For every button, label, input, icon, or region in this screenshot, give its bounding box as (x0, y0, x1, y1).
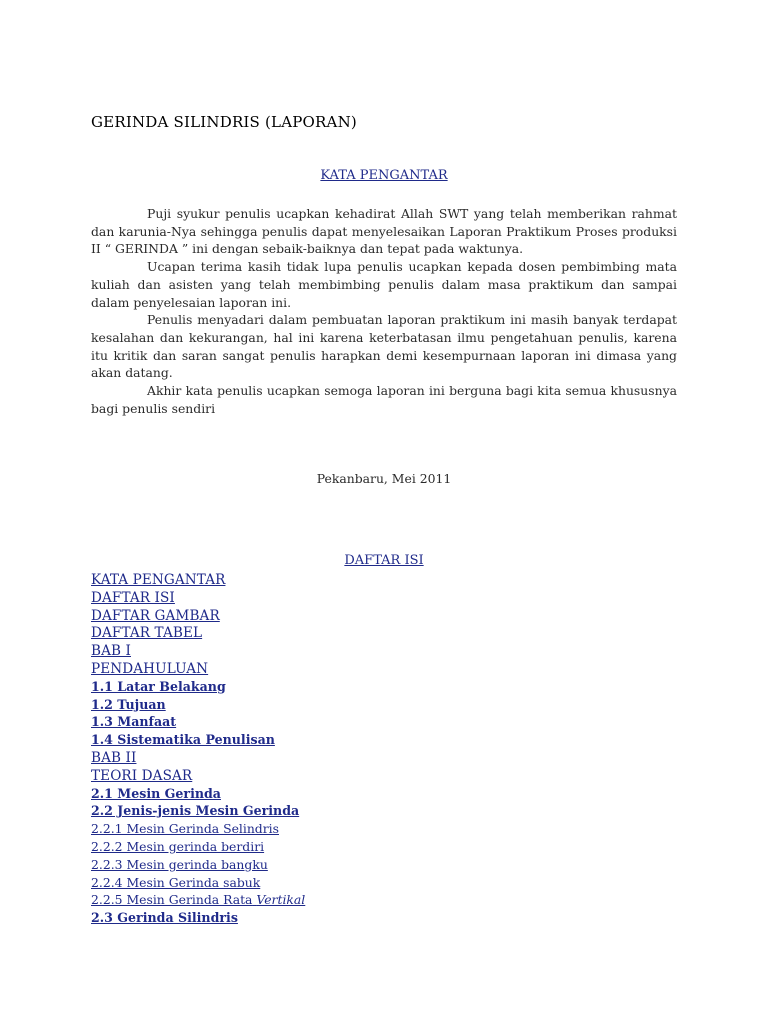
toc-link-daftar-gambar[interactable]: DAFTAR GAMBAR (91, 607, 220, 624)
toc-link-pendahuluan[interactable]: PENDAHULUAN (91, 660, 209, 677)
toc-item (91, 570, 305, 588)
toc-item (91, 677, 305, 695)
toc-link-2-2-2[interactable]: 2.2.2 Mesin gerinda berdiri (91, 838, 265, 854)
toc-item (91, 748, 305, 766)
foreword-paragraph: Puji syukur penulis ucapkan kehadirat Allah SWT yang telah memberikan rahmat dan karunia-Nya sehingga penulis dapat menyelesaikan Laporan Praktikum Proses produksi II “ GERINDA ” ini dengan sebaik-baiknya dan tepat pada waktunya. (91, 206, 677, 257)
toc-item (91, 623, 305, 641)
toc-item (91, 766, 305, 784)
toc-item (91, 873, 305, 891)
toc-link-2-2-4[interactable]: 2.2.4 Mesin Gerinda sabuk (91, 874, 261, 890)
toc-link-2-3[interactable]: 2.3 Gerinda Silindris (91, 910, 238, 926)
foreword-paragraph: Penulis menyadari dalam pembuatan laporan praktikum ini masih banyak terdapat kesalahan dan kekurangan, hal ini karena keterbatasan ilmu pengetahuan penulis, karena itu kritik dan saran sangat penulis harapkan demi kesempurnaan laporan ini dimasa yang akan datang. (91, 312, 677, 381)
toc-item (91, 855, 305, 873)
table-of-contents (91, 570, 305, 926)
toc-item (91, 695, 305, 713)
toc-link-2-2-5-italic: Vertikal (256, 892, 306, 908)
toc-item (91, 819, 305, 837)
foreword-heading[interactable]: KATA PENGANTAR (320, 168, 448, 183)
toc-link-2-1[interactable]: 2.1 Mesin Gerinda (91, 785, 221, 801)
toc-link-daftar-tabel[interactable]: DAFTAR TABEL (91, 625, 203, 642)
foreword-body (91, 205, 677, 417)
toc-link-teori-dasar[interactable]: TEORI DASAR (91, 767, 193, 784)
toc-link-1-4[interactable]: 1.4 Sistematika Penulisan (91, 732, 275, 748)
toc-link-daftar-isi[interactable]: DAFTAR ISI (91, 589, 175, 606)
toc-link-bab-2[interactable]: BAB II (91, 749, 137, 766)
toc-item (91, 837, 305, 855)
foreword-paragraph: Ucapan terima kasih tidak lupa penulis ucapkan kepada dosen pembimbing mata kuliah dan asisten yang telah membimbing penulis dalam masa praktikum dan sampai dalam penyelesaian laporan ini. (91, 259, 677, 310)
toc-item (91, 908, 305, 926)
toc-item (91, 659, 305, 677)
document-title: GERINDA SILINDRIS (LAPORAN) (91, 113, 357, 131)
toc-link-2-2-5[interactable] (91, 892, 305, 907)
toc-item (91, 712, 305, 730)
toc-link-bab-1[interactable]: BAB I (91, 643, 131, 660)
toc-link-2-2-3[interactable]: 2.2.3 Mesin gerinda bangku (91, 856, 268, 872)
toc-link-1-2[interactable]: 1.2 Tujuan (91, 696, 166, 712)
toc-link-1-1[interactable]: 1.1 Latar Belakang (91, 678, 226, 694)
toc-heading[interactable]: DAFTAR ISI (344, 553, 424, 568)
toc-item (91, 784, 305, 802)
toc-item (91, 730, 305, 748)
toc-link-2-2-1[interactable]: 2.2.1 Mesin Gerinda Selindris (91, 821, 279, 837)
toc-link-2-2[interactable]: 2.2 Jenis-jenis Mesin Gerinda (91, 803, 300, 819)
toc-link-2-2-5-text: 2.2.5 Mesin Gerinda Rata (91, 892, 253, 908)
toc-link-1-3[interactable]: 1.3 Manfaat (91, 714, 177, 730)
document-page (91, 0, 677, 1024)
foreword-paragraph: Akhir kata penulis ucapkan semoga laporan ini berguna bagi kita semua khususnya bagi penulis sendiri (91, 383, 677, 416)
toc-item (91, 588, 305, 606)
toc-item (91, 641, 305, 659)
place-date: Pekanbaru, Mei 2011 (316, 471, 452, 486)
toc-item (91, 801, 305, 819)
toc-item (91, 890, 305, 908)
toc-link-kata-pengantar[interactable]: KATA PENGANTAR (91, 572, 226, 588)
toc-item (91, 606, 305, 624)
